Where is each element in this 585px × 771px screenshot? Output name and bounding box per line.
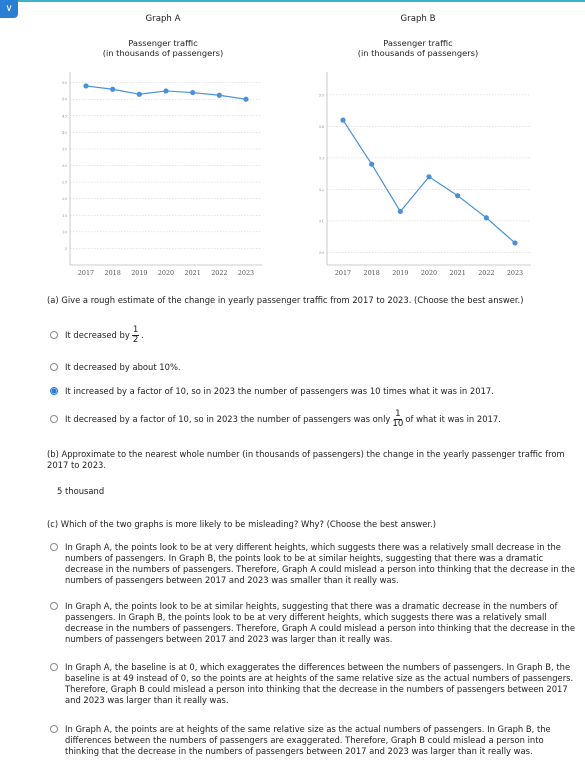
graph-a-y-tick-label: 15 — [61, 212, 67, 218]
graph-b-x-tick-label: 2017 — [334, 269, 352, 277]
graph-b-x-tick-label: 2020 — [420, 269, 438, 277]
graph-b-x-tick-label: 2019 — [392, 269, 409, 277]
graph-a-data-point — [190, 90, 195, 95]
graph-b-x-tick-label: 2022 — [478, 269, 495, 277]
fraction-denominator: 10 — [392, 418, 404, 429]
part-c-option-3[interactable] — [50, 662, 580, 706]
graph-a-y-tick-label: 50 — [61, 96, 67, 102]
graph-a-y-tick-label: 20 — [61, 196, 67, 202]
option-text-end: . — [141, 329, 144, 340]
radio-button[interactable] — [50, 415, 58, 423]
fraction-numerator: 1 — [395, 409, 401, 419]
part-a-option-2[interactable] — [50, 362, 181, 373]
answer-unit: thousand — [65, 486, 105, 496]
graph-b-subtitle-line1: Passenger traffic — [383, 38, 453, 48]
graph-a-title: Graph A — [145, 14, 181, 24]
part-c-option-4[interactable] — [50, 724, 580, 757]
graph-a-y-tick-label: 25 — [61, 179, 67, 185]
graph-b-y-tick-label: 51 — [318, 218, 324, 224]
graph-a-x-tick-label: 2020 — [157, 269, 175, 277]
graph-b-title: Graph B — [400, 14, 436, 24]
part-a-option-3[interactable] — [50, 386, 494, 397]
radio-button[interactable] — [50, 725, 58, 733]
part-c-question: (c) Which of the two graphs is more likely to be misleading? Why? (Choose the best answer.) — [47, 519, 437, 529]
graph-a-y-tick-label: 5 — [64, 245, 67, 251]
option-text: It increased by a factor of 10, so in 2023 the number of passengers was 10 times what it was in 2017. — [65, 386, 494, 396]
radio-button[interactable] — [50, 363, 58, 371]
graph-a-x-tick-label: 2022 — [211, 269, 228, 277]
graph-a-data-point — [137, 92, 142, 97]
option-text: In Graph A, the points look to be at very different heights, which suggests there was a relatively small decrease in the numbers of passengers. In Graph B, the points look to be at similar heights, suggesting that there was a dramatic decrease in the numbers of passengers. Therefore, Graph A could mislead a person into thinking that the decrease in the numbers of passengers between 2017 and 2023 was smaller than it really was. — [65, 542, 575, 585]
option-text: It decreased by — [65, 329, 130, 340]
graph-a-data-point — [83, 83, 88, 88]
part-b-question: (b) Approximate to the nearest whole number (in thousands of passengers) the change in the yearly passenger traffic from 2017 to 2023. — [47, 449, 565, 470]
graph-b-x-tick-label: 2023 — [506, 269, 524, 277]
option-text: In Graph A, the baseline is at 0, which exaggerates the differences between the numbers of passengers. In Graph B, the baseline is at 49 instead of 0, so the points are at heights of the same relative size as the actual numbers of passengers. Therefore, Graph B could mislead a person into thinking that the decrease in the numbers of passengers between 2017 and 2023 was larger than it really was. — [65, 662, 574, 705]
graph-a-x-tick-label: 2019 — [131, 269, 148, 277]
fraction — [392, 410, 403, 428]
graph-a-y-tick-label: 30 — [61, 163, 67, 169]
option-text: It decreased by about 10%. — [65, 362, 181, 372]
part-a-option-1[interactable] — [50, 326, 144, 344]
part-c-option-1[interactable] — [50, 542, 580, 586]
graph-a-y-tick-label: 55 — [61, 80, 67, 86]
graph-a-x-tick-label: 2017 — [77, 269, 95, 277]
graph-a-x-tick-label: 2018 — [104, 269, 121, 277]
option-text: In Graph A, the points look to be at similar heights, suggesting that there was a dramatic decrease in the numbers of passengers. In Graph B, the points look to be at very different heights, which suggests there was a relatively small decrease in the numbers of passengers. Therefore, Graph A could mislead a person into thinking that the decrease in the numbers of passengers between 2017 and 2023 was larger than it really was. — [65, 601, 575, 644]
part-a-option-4[interactable] — [50, 410, 501, 428]
part-b-answer[interactable] — [57, 486, 104, 497]
graph-b-y-tick-label: 50 — [318, 249, 324, 255]
fraction-denominator: 2 — [132, 334, 139, 345]
graph-b-y-tick-label: 54 — [318, 123, 324, 129]
radio-button[interactable] — [50, 663, 58, 671]
radio-button[interactable] — [50, 543, 58, 551]
graph-b-y-tick-label: 55 — [318, 92, 324, 98]
graph-a-y-tick-label: 10 — [61, 229, 67, 235]
part-a-question: (a) Give a rough estimate of the change in yearly passenger traffic from 2017 to 2023. (Choose the best answer.) — [47, 295, 524, 305]
graph-a-chart — [0, 0, 585, 290]
graph-a-y-tick-label: 35 — [61, 146, 67, 152]
part-c-option-2[interactable] — [50, 601, 580, 645]
graph-a-subtitle-line2: (in thousands of passengers) — [102, 48, 224, 59]
graph-a-y-tick-label: 40 — [61, 129, 67, 135]
graph-a-x-tick-label: 2021 — [184, 269, 201, 277]
answer-value[interactable]: 5 — [57, 486, 63, 496]
radio-button-selected[interactable] — [50, 387, 58, 395]
graph-b-subtitle-line2: (in thousands of passengers) — [357, 48, 479, 59]
graph-a-x-tick-label: 2023 — [237, 269, 255, 277]
graph-b-x-tick-label: 2021 — [449, 269, 466, 277]
fraction-numerator: 1 — [132, 325, 139, 335]
radio-button[interactable] — [50, 331, 58, 339]
graph-a-data-point — [243, 97, 248, 102]
graph-a-y-tick-label: 45 — [61, 113, 67, 119]
graph-a-data-point — [163, 88, 168, 93]
radio-button[interactable] — [50, 602, 58, 610]
option-text-end: of what it was in 2017. — [405, 413, 501, 424]
option-text: It decreased by a factor of 10, so in 2023 the number of passengers was only — [65, 413, 391, 424]
graph-b-y-tick-label: 52 — [318, 186, 324, 192]
chevron-down-icon[interactable]: ∨ — [0, 0, 18, 18]
graph-a-data-point — [110, 87, 115, 92]
graph-a-data-point — [217, 93, 222, 98]
graph-b-y-tick-label: 53 — [318, 155, 324, 161]
graph-a-subtitle-line1: Passenger traffic — [128, 38, 198, 48]
graph-b-x-tick-label: 2018 — [363, 269, 380, 277]
fraction — [132, 326, 139, 344]
option-text: In Graph A, the points are at heights of the same relative size as the actual numbers of passengers. In Graph B, the differences between the numbers of passengers are exaggerated. Therefore, Graph B could mislead a person into thinking that the decrease in the numbers of passengers between 2017 and 2023 was larger than it really was. — [65, 724, 551, 756]
